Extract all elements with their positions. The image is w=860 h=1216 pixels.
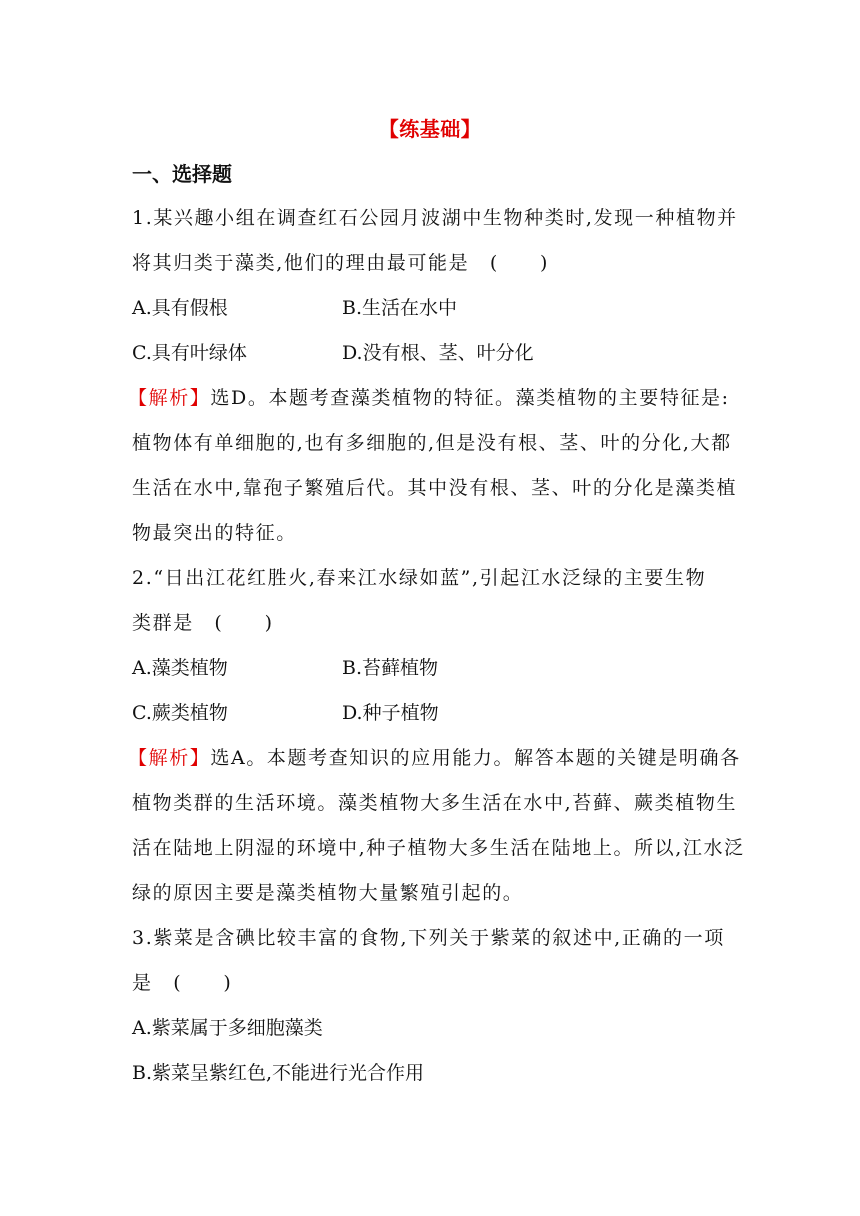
q2-analysis-tag: 【解析】 [128,747,211,769]
q2-option-a: A.藻类植物 [132,657,228,679]
q1-option-b: B.生活在水中 [342,297,458,319]
q3-option-b: B.紫菜呈紫红色,不能进行光合作用 [132,1062,425,1084]
q2-analysis-text: 选A。本题考查知识的应用能力。解答本题的关键是明确各 [210,747,741,769]
q1-stem-line-2: 将其归类于藻类,他们的理由最可能是 ( ) [132,252,550,274]
q1-stem-line-1: 1.某兴趣小组在调查红石公园月波湖中生物种类时,发现一种植物并 [132,207,738,229]
q3-option-a: A.紫菜属于多细胞藻类 [132,1017,323,1039]
q1-analysis-line-3: 生活在水中,靠孢子繁殖后代。其中没有根、茎、叶的分化是藻类植 [132,477,738,499]
q1-option-c: C.具有叶绿体 [132,342,247,364]
q2-option-c: C.蕨类植物 [132,702,228,724]
page-heading: 【练基础】 [378,117,482,141]
q2-stem-line-1: 2.“日出江花红胜火,春来江水绿如蓝”,引起江水泛绿的主要生物 [132,567,707,589]
q1-option-d: D.没有根、茎、叶分化 [342,342,534,364]
q2-analysis-line-4: 绿的原因主要是藻类植物大量繁殖引起的。 [132,882,524,904]
q2-option-b: B.苔藓植物 [342,657,439,679]
q1-option-a: A.具有假根 [132,297,228,319]
q1-analysis-line-2: 植物体有单细胞的,也有多细胞的,但是没有根、茎、叶的分化,大都 [132,432,732,454]
q2-analysis-line-2: 植物类群的生活环境。藻类植物大多生活在水中,苔藓、蕨类植物生 [132,792,738,814]
q1-analysis-text: 选D。本题考查藻类植物的特征。藻类植物的主要特征是: [210,387,730,409]
q2-stem-line-2: 类群是 ( ) [132,612,274,634]
q1-analysis-line-1 [128,384,730,412]
q1-analysis-tag: 【解析】 [128,387,211,409]
q3-stem-line-1: 3.紫菜是含碘比较丰富的食物,下列关于紫菜的叙述中,正确的一项 [132,927,725,949]
q2-analysis-line-3: 活在陆地上阴湿的环境中,种子植物大多生活在陆地上。所以,江水泛 [132,837,745,859]
q2-option-d: D.种子植物 [342,702,439,724]
section-title: 一、选择题 [132,162,232,186]
q2-analysis-line-1 [128,744,741,772]
q1-analysis-line-4: 物最突出的特征。 [132,522,297,544]
q3-stem-line-2: 是 ( ) [132,972,233,994]
